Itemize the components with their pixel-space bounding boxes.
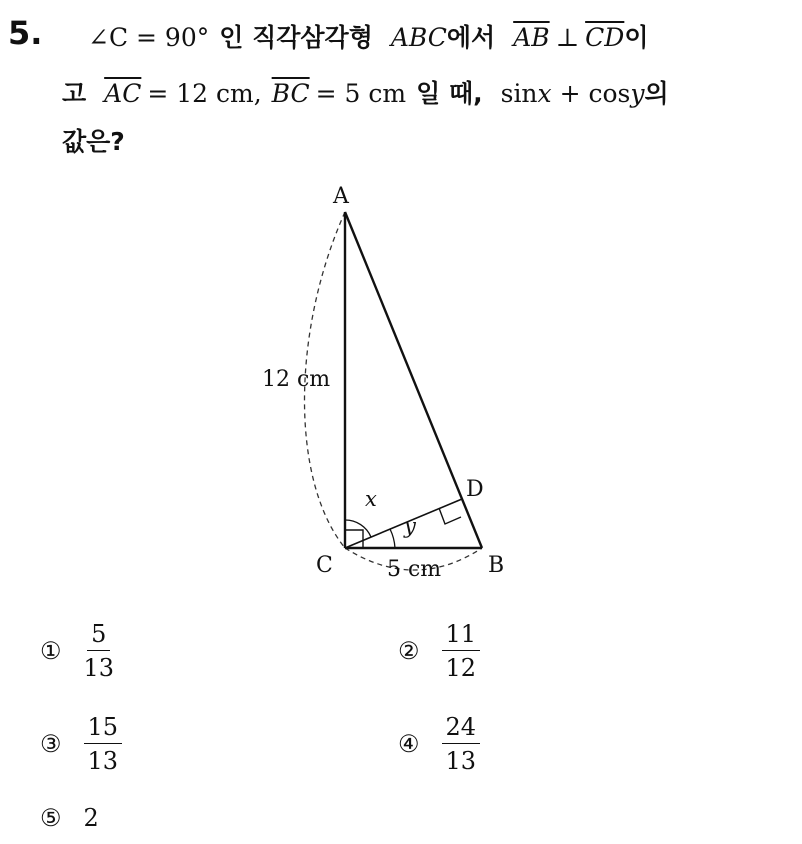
segment-ac: $\overline{AC}$: [104, 79, 142, 108]
vertex-a-label: A: [333, 184, 349, 209]
option-1[interactable]: [40, 620, 114, 682]
segment-ab: $\overline{AB}$: [513, 23, 550, 52]
question-text: 의: [644, 79, 669, 108]
expr-sin: sin: [500, 79, 538, 108]
angle-x-arc: [345, 520, 371, 537]
option-1-mark: ①: [40, 637, 62, 665]
option-3-numerator: 15: [84, 713, 123, 744]
option-5[interactable]: [40, 804, 99, 832]
vertex-d-label: D: [466, 477, 484, 502]
question-text: 값은?: [62, 127, 125, 156]
angle-condition: ∠C = 90°: [88, 23, 210, 52]
vertex-c-label: C: [316, 553, 333, 578]
right-angle-mark-d: [439, 508, 461, 524]
perpendicular-symbol: ⊥: [555, 23, 580, 52]
ac-length-label: 12 cm: [262, 367, 331, 392]
option-1-fraction: [84, 620, 115, 682]
option-4-denominator: 13: [445, 747, 477, 775]
vertex-b-label: B: [488, 553, 505, 578]
segment-cd: $\overline{CD}$: [585, 23, 625, 52]
ac-length: = 12 cm,: [147, 79, 262, 108]
expr-plus-cos: + cos: [551, 79, 631, 108]
option-4-mark: ④: [398, 730, 420, 758]
question-text: 일 때,: [416, 79, 483, 108]
expr-x: x: [537, 79, 552, 108]
triangle-name: ABC: [390, 23, 447, 52]
question-text: 에서: [446, 23, 496, 52]
option-4-numerator: 24: [442, 713, 481, 744]
angle-x-label: x: [365, 487, 377, 511]
bc-length-label: 5 cm: [387, 557, 442, 582]
option-3-denominator: 13: [87, 747, 119, 775]
bc-length: = 5 cm: [315, 79, 407, 108]
option-2-denominator: 12: [445, 654, 477, 682]
option-2[interactable]: [398, 620, 480, 682]
right-angle-mark-c: [345, 530, 363, 548]
option-2-mark: ②: [398, 637, 420, 665]
expr-y: y: [630, 79, 645, 108]
segment-bc: $\overline{BC}$: [271, 79, 310, 108]
question-text: 인 직각삼각형: [219, 23, 373, 52]
option-1-denominator: 13: [83, 654, 115, 682]
question-text: 고: [62, 79, 87, 108]
angle-y-arc: [390, 529, 395, 548]
option-2-numerator: 11: [442, 620, 481, 651]
option-1-numerator: 5: [87, 620, 110, 651]
option-4-fraction: [442, 713, 481, 775]
question-number: 5.: [8, 14, 43, 52]
option-5-mark: ⑤: [40, 804, 62, 832]
option-5-value: 2: [83, 804, 99, 832]
angle-y-label: y: [404, 514, 416, 538]
question-text: 이: [624, 23, 649, 52]
option-2-fraction: [442, 620, 481, 682]
option-3-fraction: [84, 713, 123, 775]
option-3[interactable]: [40, 713, 122, 775]
option-4[interactable]: [398, 713, 480, 775]
option-3-mark: ③: [40, 730, 62, 758]
